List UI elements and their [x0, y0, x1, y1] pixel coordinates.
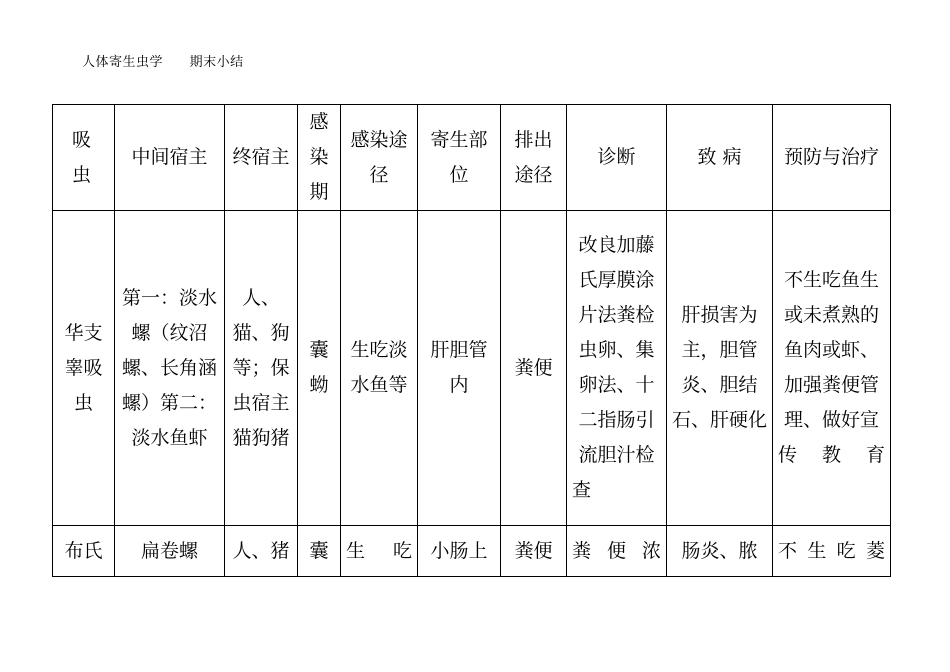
table-cell: 第一：淡水螺（纹沼螺、长角涵螺）第二：淡水鱼虾: [115, 211, 225, 526]
table-cell: 肝损害为主，胆管炎、胆结石、肝硬化: [667, 211, 773, 526]
table-cell: 不生吃菱: [773, 526, 891, 577]
table-cell: 不生吃鱼生或未煮熟的鱼肉或虾、加强粪便管理、做好宣传教育: [773, 211, 891, 526]
header-cell-pathogenesis: 致 病: [667, 105, 773, 211]
table-cell: 改良加藤氏厚膜涂片法粪检虫卵、集卵法、十二指肠引流胆汁检查: [567, 211, 667, 526]
table-cell: 生吃淡水鱼等: [341, 211, 418, 526]
header-cell-fluke: 吸 虫: [53, 105, 115, 211]
table-header-row: [53, 105, 891, 211]
header-cell-parasitic-site: 寄生部位: [418, 105, 501, 211]
table-cell: 囊: [298, 526, 341, 577]
table-cell: 布氏: [53, 526, 115, 577]
table-cell: 肠炎、脓: [667, 526, 773, 577]
table-cell: 小肠上: [418, 526, 501, 577]
table-cell: 粪 便 浓: [567, 526, 667, 577]
header-cell-infection-route: 感染途径: [341, 105, 418, 211]
table-row: [53, 526, 891, 577]
table-cell: 人、猫、狗等；保虫宿主猫狗猪: [225, 211, 298, 526]
course-title: 人体寄生虫学: [82, 55, 164, 70]
table-cell: 扁卷螺: [115, 526, 225, 577]
table-cell: 生 吃: [341, 526, 418, 577]
table-cell: 粪便: [501, 211, 567, 526]
table-cell: 人、猪: [225, 526, 298, 577]
table-cell: 囊蚴: [298, 211, 341, 526]
table-cell: 粪便: [501, 526, 567, 577]
header-cell-excretion-route: 排出途径: [501, 105, 567, 211]
table-row: [53, 211, 891, 526]
document-header: [82, 51, 266, 70]
parasite-summary-table: [52, 104, 891, 577]
header-cell-definitive-host: 终宿主: [225, 105, 298, 211]
header-cell-diagnosis: 诊断: [567, 105, 667, 211]
header-cell-intermediate-host: 中间宿主: [115, 105, 225, 211]
header-cell-infective-stage: 感染期: [298, 105, 341, 211]
header-cell-prevention: 预防与治疗: [773, 105, 891, 211]
table-cell: 肝胆管内: [418, 211, 501, 526]
term-title: 期末小结: [189, 55, 244, 70]
table-cell: 华支睾吸虫: [53, 211, 115, 526]
